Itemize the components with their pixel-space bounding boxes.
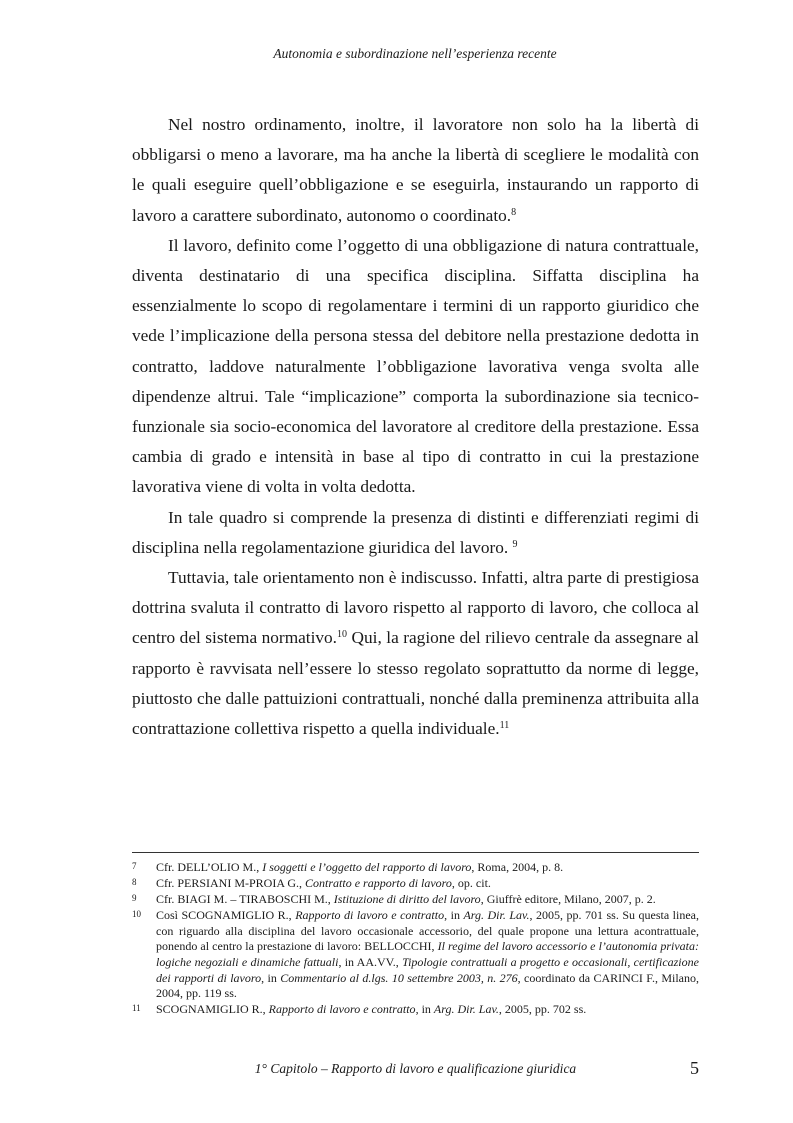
body-text: [132, 110, 699, 744]
footnote: 10 Così SCOGNAMIGLIO R., Rapporto di lavoro e contratto, in Arg. Dir. Lav., 2005, pp. 701 ss. Su questa linea, con riguardo alla disciplina del lavoro occasionale accessorio, del quale propone una lettura acontrattuale, ponendo al centro la prestazione di lavoro: BELLOCCHI, Il regime del lavoro accessorio e l’autonomia privata: logiche negoziali e dinamiche fattuali, in AA.VV., Tipologie contrattuali a progetto e occasionali, certificazione dei rapporti di lavoro, in Commentario al d.lgs. 10 settembre 2003, n. 276, coordinato da CARINCI F., Milano, 2004, pp. 119 ss.: [132, 908, 700, 1001]
footnote-number: 11: [132, 1003, 141, 1014]
page-number: 5: [690, 1058, 699, 1078]
page-footer: [132, 1058, 699, 1082]
footnote-ref[interactable]: 10: [337, 629, 348, 641]
paragraph: In tale quadro si comprende la presenza di distinti e differenziati regimi di disciplina nella regolamentazione giuridica del lavoro. $^9$: [132, 507, 699, 557]
footnote-number: 10: [132, 909, 141, 920]
paragraph: Nel nostro ordinamento, inoltre, il lavoratore non solo ha la libertà di obbligarsi o meno a lavorare, ma ha anche la libertà di scegliere le modalità con le quali eseguire quell’obbligazione e se eseguirla, instaurando un rapporto di lavoro a carattere subordinato, autonomo o coordinato.$^8$: [132, 115, 699, 225]
footnote-divider: [132, 852, 699, 853]
footnote-ref[interactable]: 11: [499, 720, 510, 732]
footnote-number: 7: [132, 861, 137, 871]
chapter-title: 1° Capitolo – Rapporto di lavoro e qualificazione giuridica: [254, 1061, 577, 1076]
running-header: Autonomia e subordinazione nell’esperienza recente: [273, 46, 557, 61]
footnote-ref[interactable]: 8: [511, 206, 517, 218]
paragraph: Il lavoro, definito come l’oggetto di una obbligazione di natura contrattuale, diventa destinatario di una specifica disciplina. Siffatta disciplina ha essenzialmente lo scopo di regolamentare i termini di un rapporto giuridico che vede l’implicazione della persona stessa del debitore nella prestazione dedotta in contratto, laddove naturalmente l’obbligazione lavorativa venga svolta alle dipendenze altrui. Tale “implicazione” comporta la subordinazione sia tecnico-funzionale sia socio-economica del lavoratore al creditore della prestazione. Essa cambia di grado e intensità in base al tipo di contratto in cui la prestazione lavorativa viene di volta in volta dedotta.: [132, 235, 699, 497]
footnote-number: 9: [132, 893, 137, 904]
footnotes: [132, 860, 699, 1018]
footnote-number: 8: [132, 877, 137, 888]
footnote: 8 Cfr. PERSIANI M-PROIA G., Contratto e rapporto di lavoro, op. cit.: [132, 876, 491, 891]
footnote: 7 Cfr. DELL’OLIO M., I soggetti e l’oggetto del rapporto di lavoro, Roma, 2004, p. 8.: [132, 860, 564, 874]
footnote-ref[interactable]: 9: [512, 538, 518, 550]
footnote: 9 Cfr. BIAGI M. – TIRABOSCHI M., Istituzione di diritto del lavoro, Giuffrè editore, Milano, 2007, p. 2.: [132, 892, 656, 907]
paragraph: Tuttavia, tale orientamento non è indiscusso. Infatti, altra parte di prestigiosa dottrina svaluta il contratto di lavoro rispetto al rapporto di lavoro, che colloca al centro del sistema normativo.$^{10}$ Qui, la ragione del rilievo centrale da assegnare al rapporto è ravvisata nell’essere lo stesso regolato soprattutto da norme di legge, piuttosto che dalle pattuizioni contrattuali, nonché dalla preminenza attribuita alla contrattazione collettiva rispetto a quella individuale.$^{11}$: [132, 568, 699, 739]
footnote: 11 SCOGNAMIGLIO R., Rapporto di lavoro e contratto, in Arg. Dir. Lav., 2005, pp. 702 ss.: [132, 1002, 587, 1017]
